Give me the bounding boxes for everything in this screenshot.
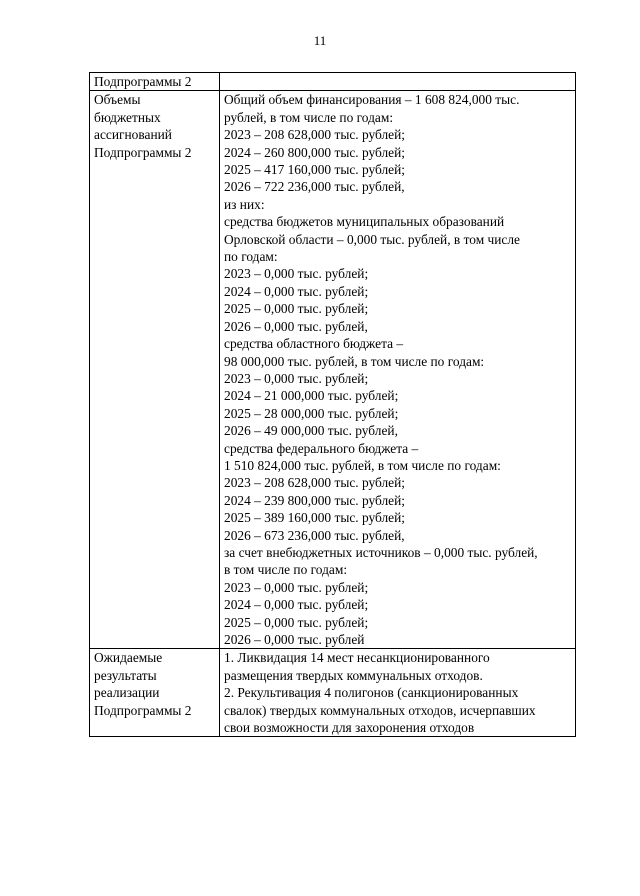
row-content-line: средства бюджетов муниципальных образований [224, 214, 505, 230]
table-row [90, 649, 576, 737]
row-label-line: результаты [94, 667, 157, 683]
row-content-cell [220, 649, 576, 737]
row-content-line: 1 510 824,000 тыс. рублей, в том числе по годам: [224, 457, 501, 473]
row-content-line: 2024 – 260 800,000 тыс. рублей; [224, 144, 405, 160]
row-label-line: бюджетных [94, 109, 161, 125]
row-content-line: средства федерального бюджета – [224, 440, 419, 456]
row-label-line: Объемы [94, 92, 141, 108]
row-content-line: 2023 – 0,000 тыс. рублей; [224, 579, 369, 595]
row-label-line: Ожидаемые [94, 650, 163, 666]
row-label-line: реализации [94, 685, 160, 701]
row-label-line: ассигнований [94, 127, 172, 143]
row-content-line: за счет внебюджетных источников – 0,000 тыс. рублей, [224, 544, 538, 560]
row-content-line: Орловской области – 0,000 тыс. рублей, в том числе [224, 231, 520, 247]
row-content-line: 2026 – 0,000 тыс. рублей, [224, 318, 368, 334]
row-content-line: 2023 – 0,000 тыс. рублей; [224, 370, 369, 386]
row-label-cell [90, 649, 220, 737]
row-content-line: 2025 – 389 160,000 тыс. рублей; [224, 510, 405, 526]
row-content-line: рублей, в том числе по годам: [224, 109, 394, 125]
page-number: 11 [313, 33, 327, 48]
row-content-line: 2. Рекультивация 4 полигонов (санкционированных [224, 685, 519, 701]
row-label-line: Подпрограммы 2 [94, 702, 192, 718]
row-content-line: 2024 – 0,000 тыс. рублей; [224, 597, 369, 613]
row-content-line: в том числе по годам: [224, 562, 348, 578]
subprogram-passport-table [89, 72, 576, 737]
row-content-line: 2023 – 208 628,000 тыс. рублей; [224, 475, 405, 491]
row-content-line: 2024 – 21 000,000 тыс. рублей; [224, 388, 399, 404]
row-label-cell [90, 73, 220, 91]
row-content-cell [220, 73, 576, 91]
row-content-line: 2025 – 417 160,000 тыс. рублей; [224, 162, 405, 178]
empty-cell-spacer [224, 73, 573, 90]
row-content-line: размещения твердых коммунальных отходов. [224, 667, 483, 683]
row-content-line: 2024 – 0,000 тыс. рублей; [224, 283, 369, 299]
table-row [90, 91, 576, 649]
row-content-line: 2026 – 673 236,000 тыс. рублей, [224, 527, 405, 543]
row-label-line: Подпрограммы 2 [94, 74, 192, 89]
row-content-line: Общий объем финансирования – 1 608 824,000 тыс. [224, 92, 520, 108]
row-content-line: из них: [224, 196, 265, 212]
row-content-line: 2023 – 208 628,000 тыс. рублей; [224, 127, 405, 143]
row-content-cell [220, 91, 576, 649]
row-content-line: 2026 – 49 000,000 тыс. рублей, [224, 423, 398, 439]
row-content-line: 1. Ликвидация 14 мест несанкционированного [224, 650, 490, 666]
row-content-line: свалок) твердых коммунальных отходов, исчерпавших [224, 702, 536, 718]
table-body [90, 73, 576, 737]
row-content-line: свои возможности для захоронения отходов [224, 720, 475, 736]
row-content-line: 2025 – 0,000 тыс. рублей; [224, 614, 369, 630]
row-content-line: 2026 – 0,000 тыс. рублей [224, 632, 365, 647]
row-content-line: 2024 – 239 800,000 тыс. рублей; [224, 492, 405, 508]
row-content-line: 2023 – 0,000 тыс. рублей; [224, 266, 369, 282]
row-label-line: Подпрограммы 2 [94, 144, 192, 160]
row-label-cell [90, 91, 220, 649]
row-content-line: 2026 – 722 236,000 тыс. рублей, [224, 179, 405, 195]
row-content-line: средства областного бюджета – [224, 336, 404, 352]
table-row [90, 73, 576, 91]
row-content-line: 2025 – 28 000,000 тыс. рублей; [224, 405, 399, 421]
row-content-line: 2025 – 0,000 тыс. рублей; [224, 301, 369, 317]
row-content-line: по годам: [224, 249, 278, 265]
row-content-line: 98 000,000 тыс. рублей, в том числе по годам: [224, 353, 485, 369]
